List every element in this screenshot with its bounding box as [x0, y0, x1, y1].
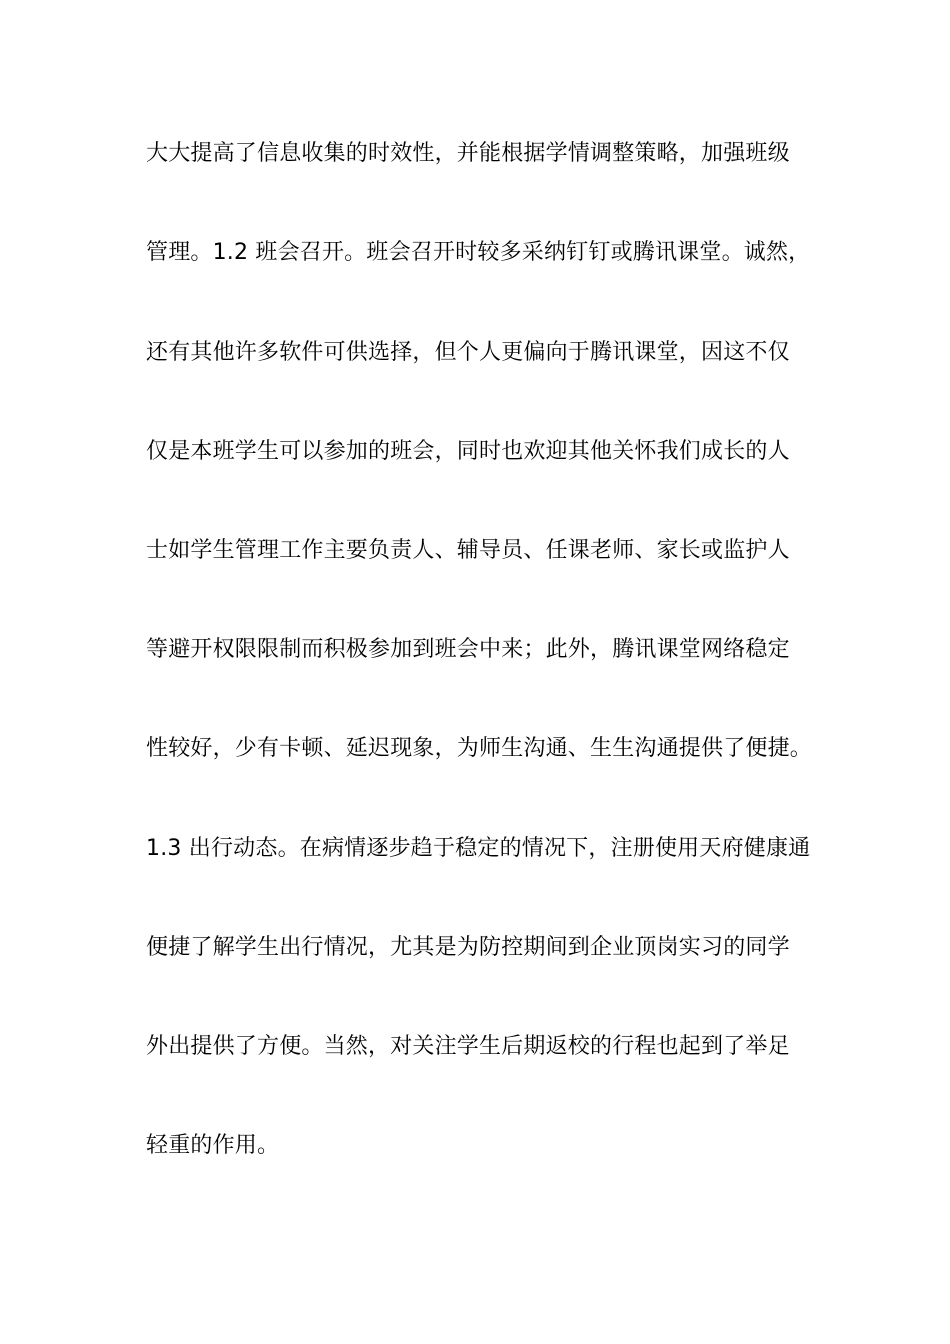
paragraph-line: 士如学生管理工作主要负责人、辅导员、任课老师、家长或监护人	[146, 538, 790, 563]
paragraph-line: 大大提高了信息收集的时效性，并能根据学情调整策略，加强班级	[146, 141, 790, 166]
paragraph-line: 仅是本班学生可以参加的班会，同时也欢迎其他关怀我们成长的人	[146, 439, 790, 464]
paragraph-line: 等避开权限限制而积极参加到班会中来；此外，腾讯课堂网络稳定	[146, 637, 790, 662]
paragraph-line: 便捷了解学生出行情况，尤其是为防控期间到企业顶岗实习的同学	[146, 935, 790, 960]
paragraph-line: 还有其他许多软件可供选择，但个人更偏向于腾讯课堂，因这不仅	[146, 340, 790, 365]
paragraph-line: 外出提供了方便。当然，对关注学生后期返校的行程也起到了举足	[146, 1034, 790, 1059]
paragraph-line: 管理。1.2 班会召开。班会召开时较多采纳钉钉或腾讯课堂。诚然，	[146, 240, 811, 265]
paragraph-line: 性较好，少有卡顿、延迟现象，为师生沟通、生生沟通提供了便捷。	[146, 736, 813, 761]
paragraph-line: 轻重的作用。	[146, 1133, 280, 1158]
paragraph-line: 1.3 出行动态。在病情逐步趋于稳定的情况下，注册使用天府健康通	[146, 836, 811, 861]
